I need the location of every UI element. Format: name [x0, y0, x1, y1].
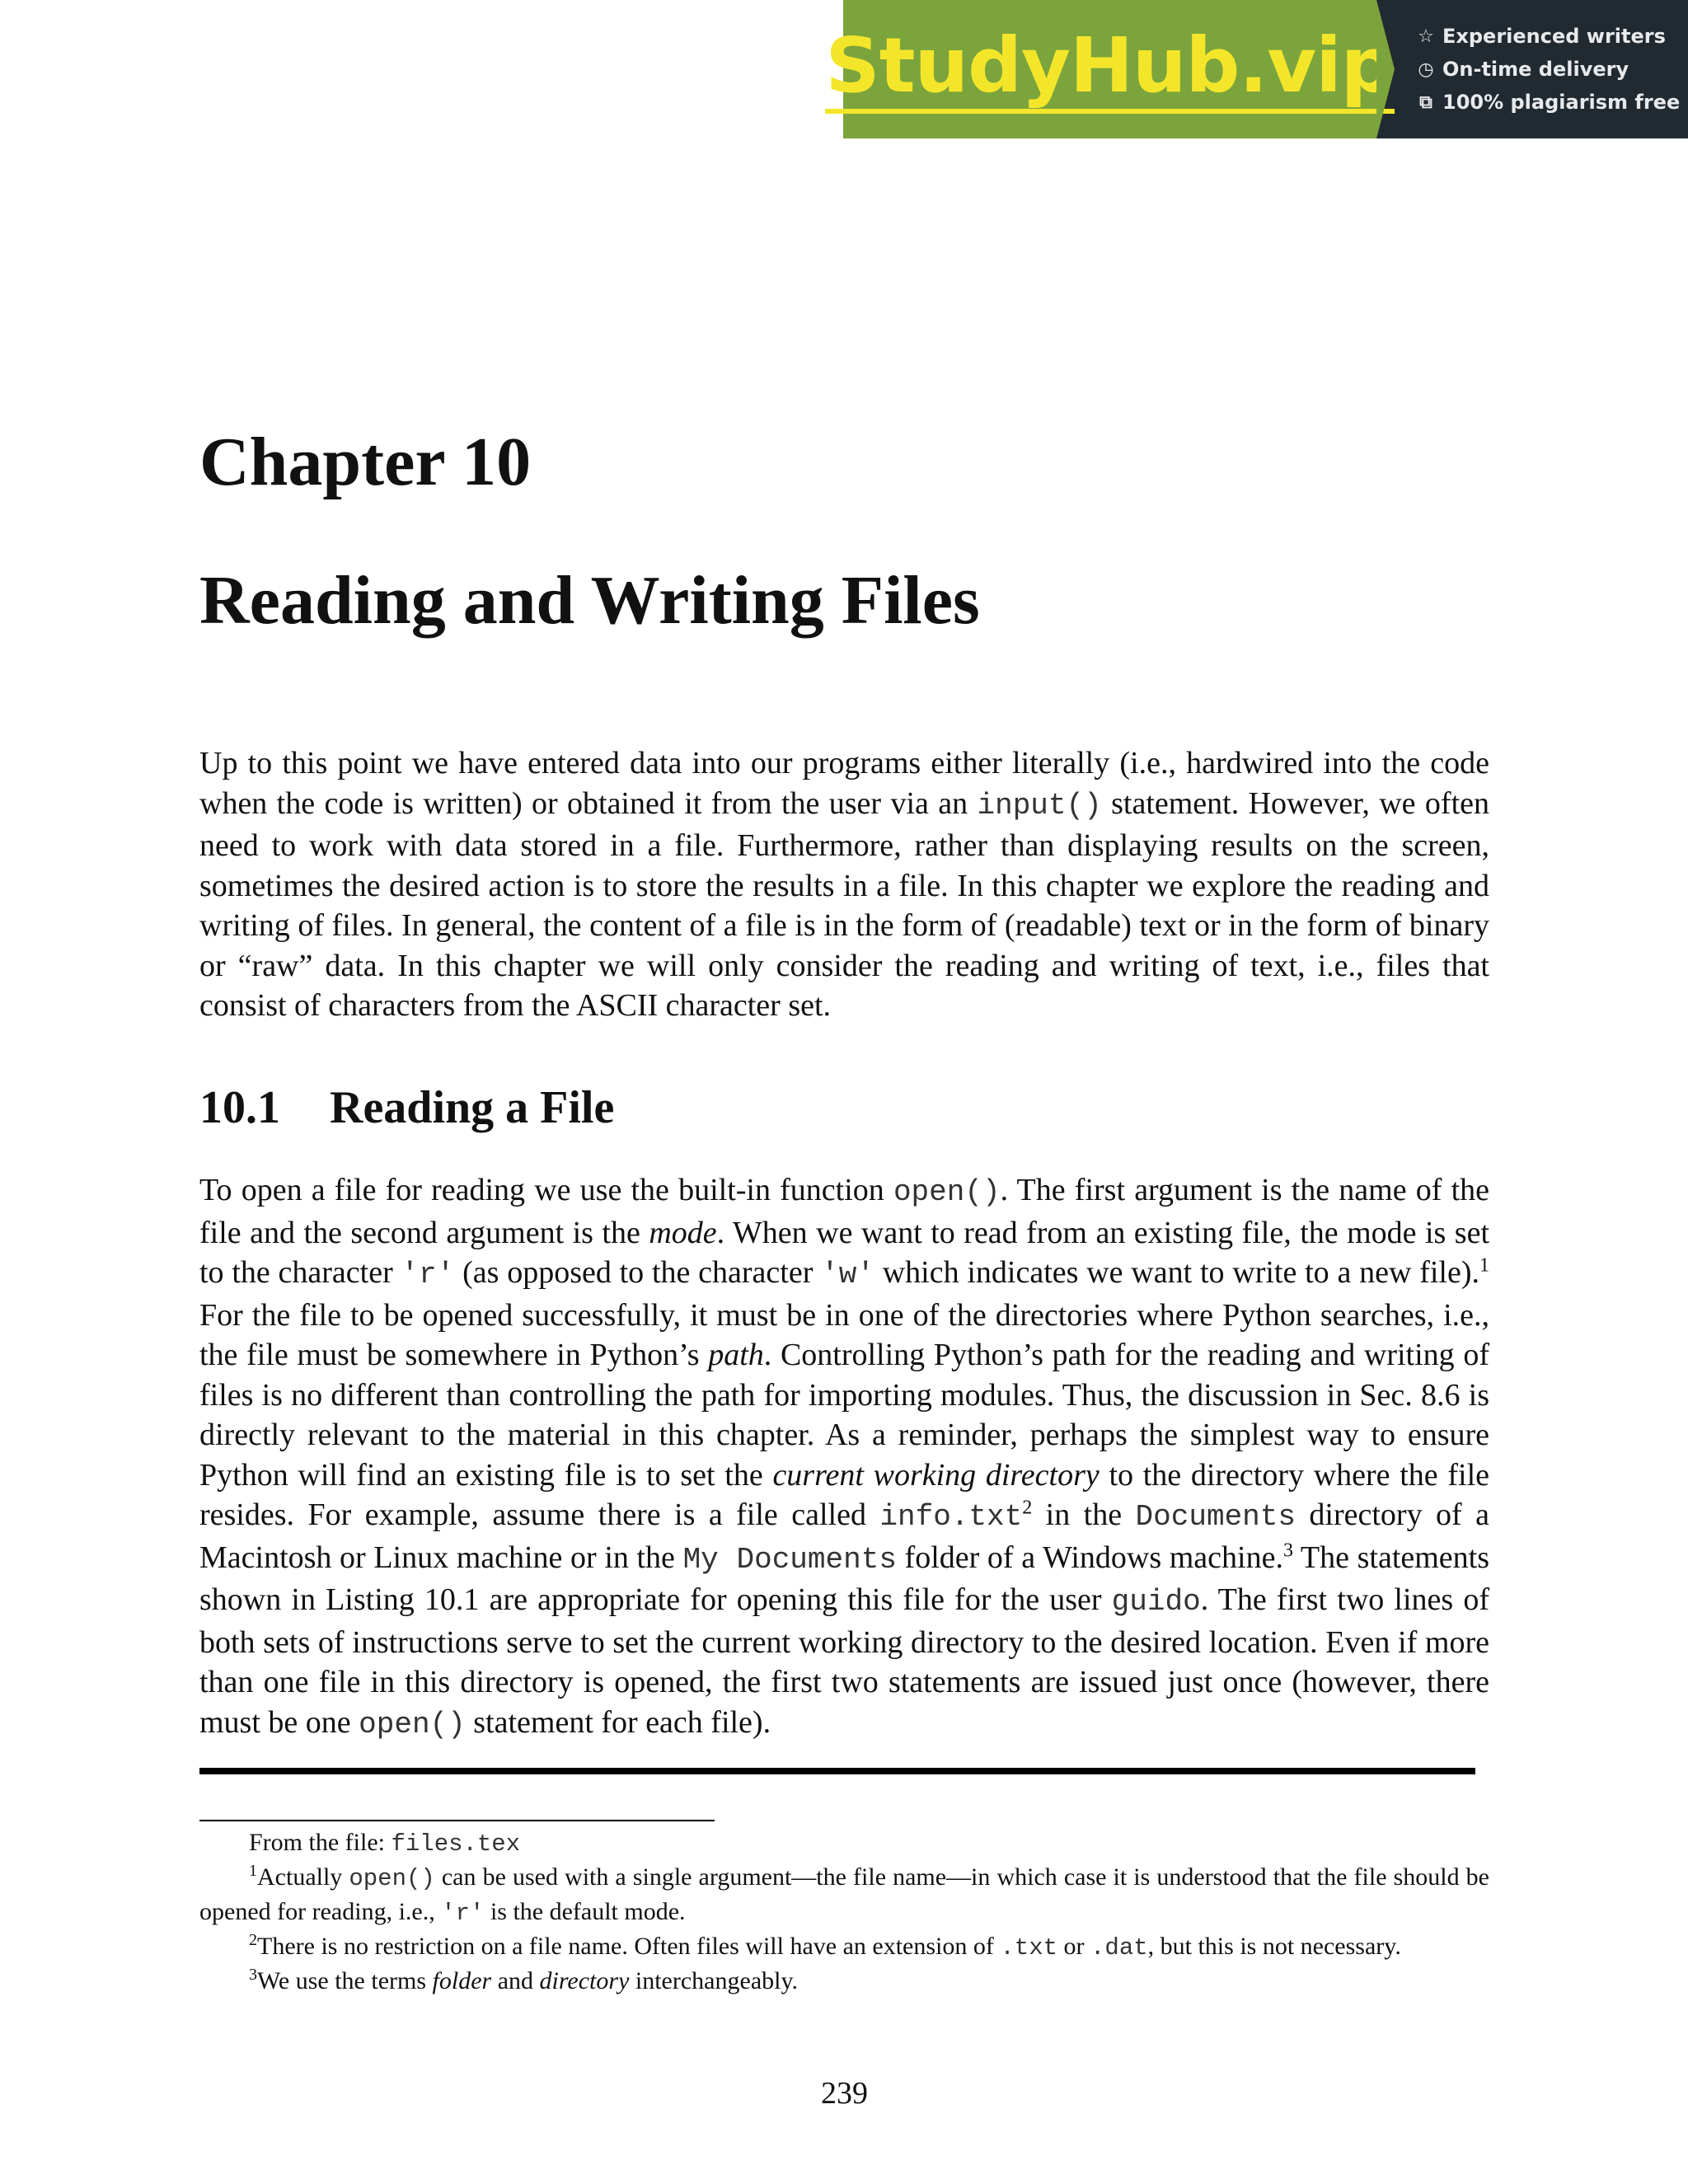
emphasis-cwd: current working directory: [772, 1457, 1100, 1493]
inline-code-info-txt: info.txt: [879, 1500, 1023, 1534]
feature-label: On-time delivery: [1442, 58, 1629, 81]
text-run: statement for each file).: [465, 1704, 771, 1740]
text-run: Actually: [257, 1863, 349, 1891]
footnote-3: [199, 1965, 1489, 1998]
inline-code-open: open(): [359, 1707, 466, 1741]
text-run: , but this is not necessary.: [1147, 1933, 1401, 1960]
inline-code-my-documents: My Documents: [682, 1542, 897, 1577]
feature-plagiarism-free: [1416, 91, 1688, 114]
clock-icon: ◷: [1418, 59, 1434, 80]
copy-icon: ⧉: [1419, 91, 1432, 113]
footnotes: [199, 1826, 1489, 1998]
footnote-separator: [199, 1820, 715, 1821]
text-run: For the file to be opened successfully, it must be in one of the directories where Python searches, i.e., the file must be somewhere in Python’s: [199, 1297, 1489, 1372]
footnote-ref-1[interactable]: 1: [1479, 1254, 1489, 1277]
footnote-ref-2[interactable]: 2: [1022, 1497, 1033, 1519]
inline-code-guido: guido: [1111, 1585, 1201, 1619]
text-run: directory of a Macintosh or Linux machine or in the: [199, 1497, 1489, 1575]
text-run: There is no restriction on a file name. Often files will have an extension of: [257, 1933, 1001, 1960]
section-heading: [199, 1081, 614, 1134]
text-run: . When we want to read from an existing file, the mode is set to the character: [199, 1215, 1490, 1290]
footnote-marker: 3: [249, 1966, 257, 1984]
chapter-label: Chapter 10: [199, 424, 532, 500]
star-outline-icon: ☆: [1418, 26, 1434, 47]
inline-code-open: open(): [893, 1175, 1001, 1209]
emphasis-path: path: [708, 1338, 764, 1372]
emphasis-mode: mode: [649, 1215, 717, 1250]
text-run: To open a file for reading we use the built-in function: [199, 1173, 893, 1207]
banner-arrow-shape: [1376, 0, 1395, 138]
footnote-1: [199, 1861, 1489, 1930]
chapter-title: Reading and Writing Files: [199, 562, 980, 639]
emphasis-folder: folder: [432, 1967, 492, 1994]
inline-code-w: 'w': [821, 1258, 874, 1291]
text-run: statement. However, we often need to work with data stored in a file. Furthermore, rather than displaying results on the screen, sometimes the desired action is to store the results in a file. In this chapter we explore the reading and writing of files. In general, the content of a file is in the form of (readable) text or in the form of binary or “raw” data. In this chapter we will only consider the reading and writing of text, i.e., files that consist of characters from the ASCII character set.: [199, 785, 1489, 1023]
footnote-source: [199, 1826, 1489, 1861]
feature-label: Experienced writers: [1442, 25, 1666, 48]
section-title: Reading a File: [330, 1082, 615, 1133]
emphasis-directory: directory: [539, 1967, 630, 1994]
footnote-2: [199, 1930, 1489, 1965]
studyhub-logo[interactable]: StudyHub.vip: [825, 25, 1394, 114]
footnote-marker: 1: [249, 1862, 257, 1880]
text-run: . The first argument is the name of the file and the second argument is the: [199, 1173, 1489, 1250]
text-run: can be used with a single argument—the file name—in which case it is understood that the file should be opened for reading, i.e.,: [199, 1863, 1489, 1925]
banner-features: [1376, 0, 1688, 138]
footnote-marker: 2: [249, 1931, 257, 1949]
text-run: interchangeably.: [629, 1967, 799, 1994]
text-run: or: [1057, 1933, 1091, 1960]
text-run: to the directory where the file resides. For example, assume there is a file called: [199, 1457, 1490, 1532]
inline-code-input: input(): [977, 788, 1102, 823]
feature-on-time-delivery: [1416, 58, 1688, 81]
text-run: and: [491, 1967, 540, 1994]
intro-paragraph: [199, 743, 1489, 1026]
text-run: From the file:: [249, 1829, 392, 1856]
page-number: 239: [821, 2076, 868, 2111]
inline-code-open: open(): [349, 1865, 435, 1892]
text-run: which indicates we want to write to a new file).: [874, 1255, 1479, 1290]
text-run: folder of a Windows machine.: [896, 1540, 1283, 1575]
inline-code-dat: .dat: [1090, 1934, 1148, 1961]
feature-label: 100% plagiarism free: [1442, 91, 1681, 114]
text-run: is the default mode.: [484, 1898, 686, 1925]
inline-code-txt: .txt: [1000, 1934, 1058, 1961]
section-number: 10.1: [199, 1082, 280, 1133]
text-run: . The first two lines of both sets of instructions serve to set the current working directory to the desired location. Even if more than one file in this directory is opened, the first two statements are issued just once (however, there must be one: [199, 1582, 1489, 1740]
text-run: We use the terms: [257, 1967, 433, 1994]
banner-brand-panel: [825, 0, 1395, 138]
studyhub-banner[interactable]: [825, 0, 1688, 138]
source-filename: files.tex: [391, 1830, 521, 1858]
text-run: (as opposed to the character: [454, 1255, 822, 1290]
text-run: The statements shown in Listing 10.1 are appropriate for opening this file for the user: [199, 1540, 1490, 1617]
footnote-ref-3[interactable]: 3: [1282, 1539, 1293, 1561]
section-paragraph: [199, 1170, 1489, 1745]
text-run: . Controlling Python’s path for the reading and writing of files is no different than controlling the path for importing modules. Thus, the discussion in Sec. 8.6 is directly relevant to the material in this chapter. As a reminder, perhaps the simplest way to ensure Python will find an existing file is to set the: [199, 1338, 1489, 1493]
text-run: in the: [1032, 1497, 1136, 1532]
inline-code-documents: Documents: [1135, 1500, 1296, 1534]
text-run: Up to this point we have entered data into our programs either literally (i.e., hardwired into the code when the code is written) or obtained it from the user via an: [199, 746, 1489, 821]
inline-code-r: 'r': [401, 1258, 455, 1291]
feature-experienced-writers: [1416, 25, 1688, 48]
inline-code-r: 'r': [441, 1900, 485, 1927]
section-end-rule: [199, 1768, 1475, 1774]
